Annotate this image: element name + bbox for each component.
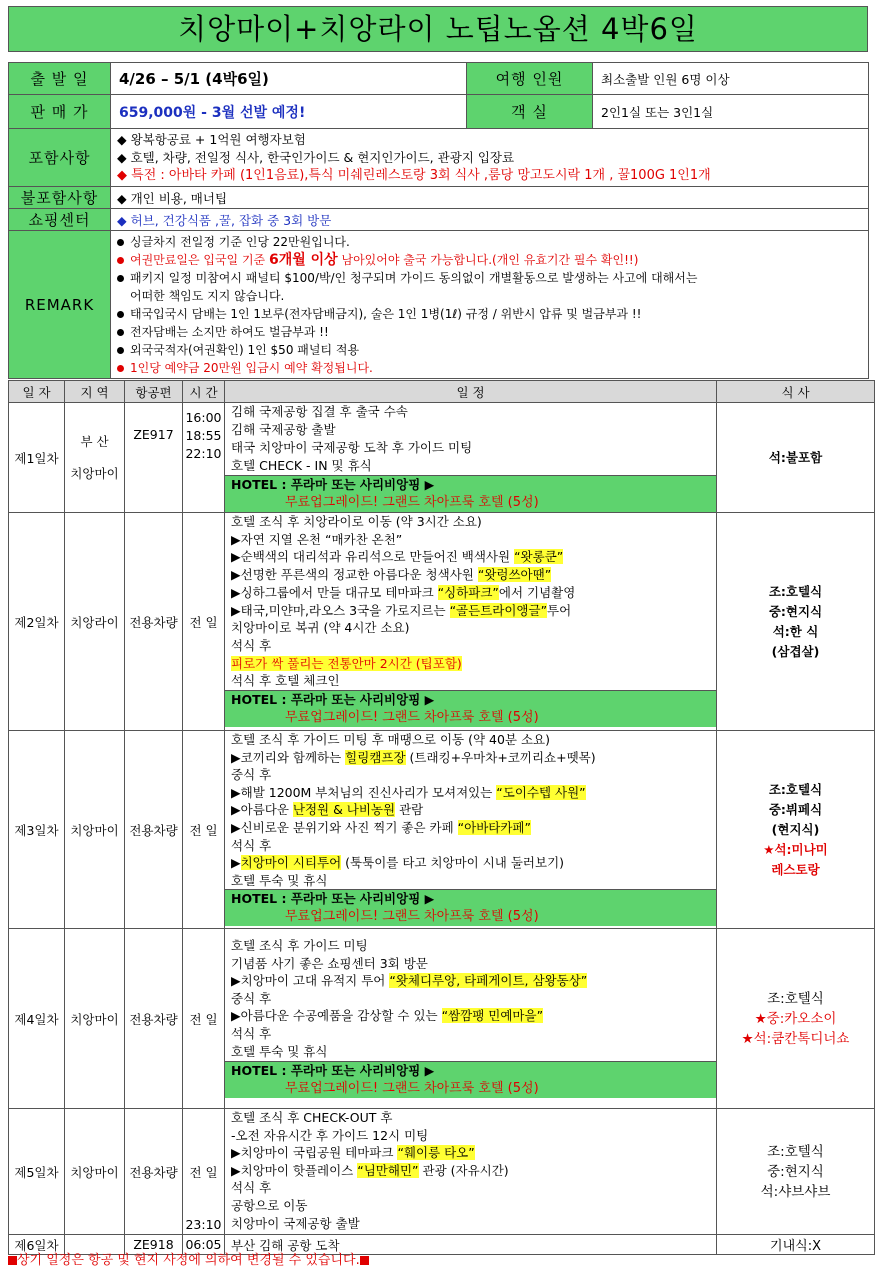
meals: 기내식:X <box>717 1235 875 1255</box>
meal-item: 중:현지식 <box>767 1163 824 1180</box>
itinerary-line: 호텔 투숙 및 휴식 <box>231 1043 328 1059</box>
meal-item: (현지식) <box>771 821 820 837</box>
remark-item-cont: 어떠한 책임도 지지 않습니다. <box>130 288 285 303</box>
itinerary-line: ▶아름다운 수공예품을 감상할 수 있는 “쌈깜팽 민예마을” <box>231 1008 544 1024</box>
page-title: 치앙마이+치앙라이 노팁노옵션 4박6일 <box>8 6 868 52</box>
vehicle: 전용차량 <box>125 731 183 929</box>
header-itinerary: 일 정 <box>225 381 717 403</box>
itinerary-line: 호텔 조식 후 CHECK-OUT 후 <box>231 1110 393 1125</box>
time: 22:10 <box>185 446 222 461</box>
region: 치앙마이 <box>70 465 119 481</box>
depart-label: 출 발 일 <box>9 63 111 95</box>
region: 치앙마이 <box>65 1109 125 1235</box>
region: 부 산 <box>80 433 109 449</box>
flight: ZE918 <box>125 1235 183 1255</box>
hotel-upgrade: 무료업그레이드! 그랜드 차아프룩 호텔 (5성) <box>285 710 539 726</box>
itinerary-line: 석식 후 <box>231 837 272 853</box>
itinerary-line: ▶해발 1200M 부처님의 진신사리가 모셔져있는 “도이수텝 사원” <box>231 784 586 800</box>
time: 전 일 <box>183 513 225 731</box>
itinerary-line: 부산 김해 공항 도착 <box>225 1235 717 1255</box>
time: 전 일 <box>189 1164 218 1180</box>
hotel-line: HOTEL : 푸라마 또는 사리비앙핑 ▶ <box>231 1063 435 1078</box>
price-value: 659,000원 - 3월 선발 예정! <box>111 95 467 129</box>
footer-note: 상기 일정은 항공 및 현지 사정에 의하여 변경될 수 있습니다. <box>8 1250 874 1272</box>
remark-item: 1인당 예약금 20만원 입금시 예약 확정됩니다. <box>117 359 868 377</box>
hotel-line: HOTEL : 푸라마 또는 사리비앙핑 ▶ <box>231 891 435 907</box>
day-row <box>9 403 875 513</box>
header-region: 지 역 <box>65 381 125 403</box>
time: 16:00 <box>185 410 222 425</box>
day-row <box>9 929 875 1109</box>
itinerary-line: 석식 후 <box>231 637 272 653</box>
day-label: 제2일차 <box>9 513 65 731</box>
itinerary-line: ▶아름다운 난정원 & 나비농원 관람 <box>231 802 424 818</box>
itinerary-line: ▶치앙마이 고대 유적지 투어 “왓체디루앙, 타페게이트, 삼왕동상” <box>231 973 588 989</box>
meal-item: ★석:미나미 <box>763 841 828 857</box>
remark-label: REMARK <box>9 231 111 379</box>
meal-item: 석:한 식 <box>772 623 819 639</box>
remark-item: 전자담배는 소지만 하여도 벌금부과 !! <box>117 323 868 341</box>
meal-item: ★석:쿰칸톡디너쇼 <box>741 1030 850 1047</box>
day-label: 제6일차 <box>9 1235 65 1255</box>
vehicle: 전용차량 <box>125 1109 183 1235</box>
day-label: 제5일차 <box>9 1109 65 1235</box>
itinerary-line: 호텔 조식 후 가이드 미팅 <box>231 938 368 953</box>
remark-item: 여권만료일은 입국일 기준 6개월 이상 남아있어야 출국 가능합니다.(개인 유효기간 필수 확인!!) <box>117 251 868 269</box>
itinerary-line: ▶자연 지열 온천 “매카찬 온천” <box>231 531 403 547</box>
itinerary-line: 석식 후 <box>231 1025 272 1041</box>
remark-item: 외국국적자(여권확인) 1인 $50 패널티 적용 <box>117 341 868 359</box>
include-line: ◆ 호텔, 차량, 전일정 식사, 한국인가이드 & 현지인가이드, 관광지 입장료 <box>117 149 515 165</box>
time: 전 일 <box>183 731 225 929</box>
day-label: 제3일차 <box>9 731 65 929</box>
day-label: 제4일차 <box>9 929 65 1109</box>
meal-item: 석:샤브샤브 <box>760 1183 831 1200</box>
itinerary-line: 석식 후 호텔 체크인 <box>231 673 340 689</box>
itinerary-line: 김해 국제공항 집결 후 출국 수속 <box>231 404 408 419</box>
remark-item: 싱글차지 전일정 기준 인당 22만원입니다. <box>117 233 868 251</box>
include-label: 포함사항 <box>9 129 111 187</box>
itinerary-line: 중식 후 <box>231 767 272 783</box>
itinerary-line: ▶치앙마이 핫플레이스 “님만해민” 관광 (자유시간) <box>231 1162 509 1178</box>
itinerary-line: ▶선명한 푸른색의 정교한 아름다운 청색사원 “왓렁쓰아땐” <box>231 567 552 583</box>
meal-item: 중:뷔페식 <box>768 801 823 817</box>
itinerary-line: 공항으로 이동 <box>231 1197 308 1213</box>
depart-value: 4/26 – 5/1 (4박6일) <box>111 63 467 95</box>
hotel-line: HOTEL : 푸라마 또는 사리비앙핑 ▶ <box>231 477 435 492</box>
exclude-value: ◆ 개인 비용, 매너팁 <box>111 187 869 209</box>
shop-label: 쇼핑센터 <box>9 209 111 231</box>
meal-item: 조:호텔식 <box>768 583 823 599</box>
itinerary-line: 석식 후 <box>231 1180 272 1196</box>
meals: 석:불포함 <box>717 403 875 513</box>
region: 치앙라이 <box>65 513 125 731</box>
include-line-special: ◆ 특전 : 아바타 카페 (1인1음료),특식 미쉐린레스토랑 3회 식사 ,룸당 망고도시락 1개 , 꿀100G 1인1개 <box>117 167 711 183</box>
day-row <box>9 731 875 929</box>
shop-value: ◆ 허브, 건강식품 ,꿀, 잡화 중 3회 방문 <box>111 209 869 231</box>
meal-item: 조:호텔식 <box>767 990 824 1007</box>
remark-item: 태국입국시 담배는 1인 1보루(전자담배금지), 술은 1인 1병(1ℓ) 규정 / 위반시 압류 및 벌금부과 !! <box>117 305 868 323</box>
time: 06:05 <box>183 1235 225 1255</box>
itinerary-line: 호텔 투숙 및 휴식 <box>231 872 328 888</box>
region: 치앙마이 <box>65 929 125 1109</box>
meal-item: 조:호텔식 <box>767 1143 824 1160</box>
hotel-upgrade: 무료업그레이드! 그랜드 차아프룩 호텔 (5성) <box>285 495 539 510</box>
include-line: ◆ 왕복항공료 + 1억원 여행자보험 <box>117 131 306 147</box>
people-value: 최소출발 인원 6명 이상 <box>593 63 869 95</box>
hotel-line: HOTEL : 푸라마 또는 사리비앙핑 ▶ <box>231 692 435 708</box>
time: 23:10 <box>185 1217 222 1232</box>
itinerary-line: 김해 국제공항 출발 <box>231 422 336 437</box>
itinerary-line: ▶신비로운 분위기와 사진 찍기 좋은 카페 “아바타카페” <box>231 819 531 835</box>
people-label: 여행 인원 <box>467 63 593 95</box>
header-flight: 항공편 <box>125 381 183 403</box>
exclude-label: 불포함사항 <box>9 187 111 209</box>
info-table <box>8 62 869 379</box>
room-value: 2인1실 또는 3인1실 <box>593 95 869 129</box>
time: 전 일 <box>183 929 225 1109</box>
hotel-upgrade: 무료업그레이드! 그랜드 차아프룩 호텔 (5성) <box>285 909 539 925</box>
time: 18:55 <box>185 428 222 443</box>
itinerary-line: ▶치앙마이 시티투어 (툭툭이를 타고 치앙마이 시내 둘러보기) <box>231 855 565 871</box>
itinerary-line: 호텔 CHECK - IN 및 휴식 <box>231 458 372 473</box>
day-label: 제1일차 <box>9 403 65 513</box>
itinerary-line: 치앙마이 국제공항 출발 <box>231 1215 360 1231</box>
header-date: 일 자 <box>9 381 65 403</box>
day-row <box>9 1109 875 1235</box>
meal-item: ★중:카오소이 <box>754 1010 837 1027</box>
itinerary-line: -오전 자유시간 후 가이드 12시 미팅 <box>231 1127 429 1143</box>
itinerary-line: ▶순백색의 대리석과 유리석으로 만들어진 백색사원 “왓롱쿤” <box>231 549 564 565</box>
vehicle: 전용차량 <box>125 929 183 1109</box>
itinerary-line: ▶태국,미얀마,라오스 3국을 가로지르는 “골든트라이앵글”투어 <box>231 602 572 618</box>
itinerary-line: 기념품 사기 좋은 쇼핑센터 3회 방문 <box>231 955 428 971</box>
vehicle: 전용차량 <box>125 513 183 731</box>
price-label: 판 매 가 <box>9 95 111 129</box>
meal-item: (삼겹살) <box>771 643 820 659</box>
header-meals: 식 사 <box>717 381 875 403</box>
meal-item: 조:호텔식 <box>768 781 823 797</box>
hotel-upgrade: 무료업그레이드! 그랜드 차아프룩 호텔 (5성) <box>285 1081 539 1096</box>
itinerary-line: 중식 후 <box>231 990 272 1006</box>
itinerary-line: 치앙마이로 복귀 (약 4시간 소요) <box>231 620 410 636</box>
itinerary-line: ▶코끼리와 함께하는 힐링캠프장 (트래킹+우마차+코끼리쇼+뗏목) <box>231 749 596 765</box>
itinerary-line: ▶싱하그룹에서 만들 대규모 테마파크 “싱하파크”에서 기념촬영 <box>231 584 576 600</box>
schedule-table <box>8 380 875 1255</box>
region: 치앙마이 <box>65 731 125 929</box>
itinerary-line: ▶치앙마이 국립공원 테마파크 “훼이릉 타오” <box>231 1145 475 1161</box>
day-row <box>9 513 875 731</box>
meal-item: 레스토랑 <box>771 861 820 877</box>
header-time: 시 간 <box>183 381 225 403</box>
remark-item: 패키지 일정 미참여시 패널티 $100/박/인 청구되며 가이드 동의없이 개별활동으로 발생하는 사고에 대해서는 <box>117 269 868 287</box>
itinerary-line: 태국 치앙마이 국제공항 도착 후 가이드 미팅 <box>231 440 473 455</box>
itinerary-line: 호텔 조식 후 가이드 미팅 후 매땡으로 이동 (약 40분 소요) <box>231 732 550 747</box>
itinerary-line: 피로가 싹 풀리는 전통안마 2시간 (팁포함) <box>231 655 462 671</box>
itinerary-line: 호텔 조식 후 치앙라이로 이동 (약 3시간 소요) <box>231 514 482 529</box>
meal-item: 중:현지식 <box>768 603 823 619</box>
flight: ZE917 <box>125 403 183 513</box>
room-label: 객 실 <box>467 95 593 129</box>
